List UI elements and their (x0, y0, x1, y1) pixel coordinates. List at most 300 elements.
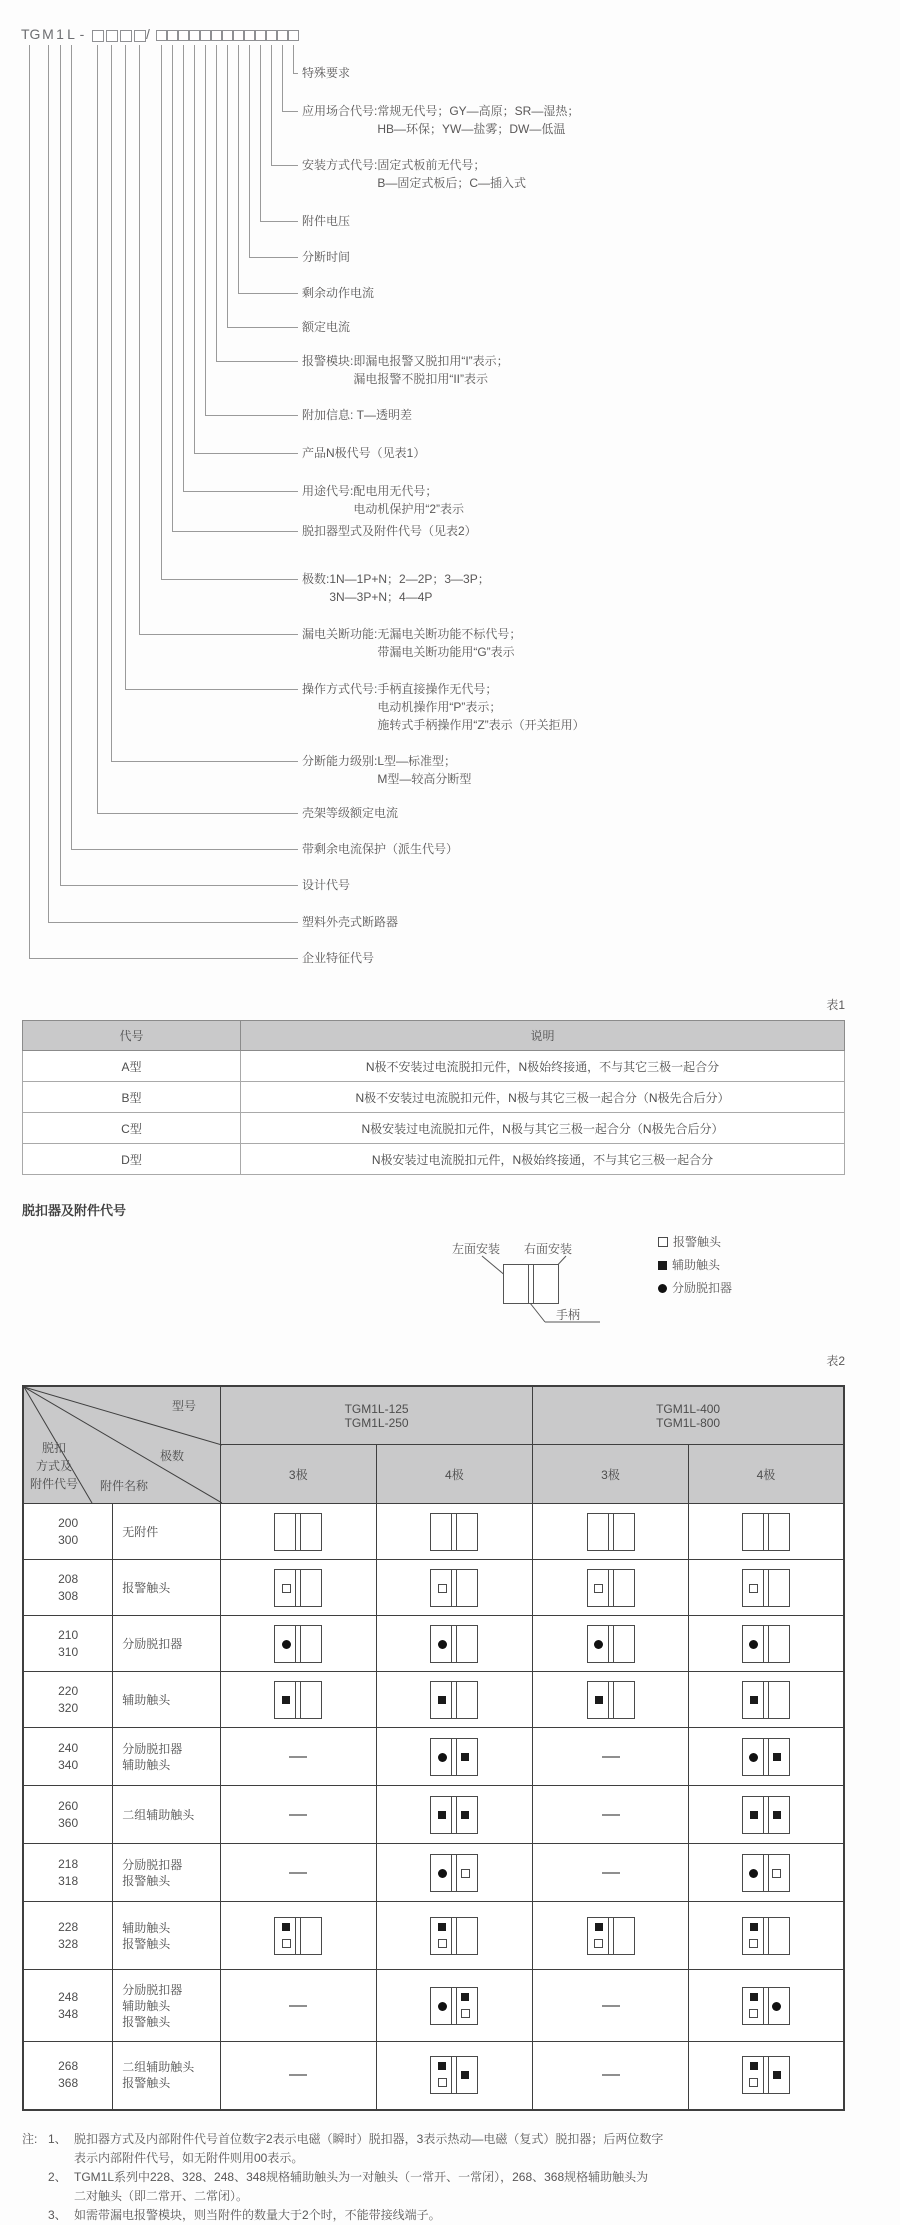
note-line: TGM1L系列中228、328、248、348规格辅助触头为一对触头（一常开、一常闭），268、368规格辅助触头为 (74, 2170, 649, 2184)
table2-caption: 表2 (826, 1354, 845, 1368)
leader-hline (194, 453, 299, 454)
leader-hline (139, 634, 298, 635)
breaker-box (503, 1264, 559, 1304)
table1-cell: C型 (23, 1113, 241, 1144)
breaker-symbol-box (274, 1917, 322, 1955)
config-cell (376, 1844, 533, 1902)
code-label (302, 352, 509, 388)
accessory-name-cell: 报警触头 (113, 1560, 221, 1616)
symbol-box-divider (763, 1797, 769, 1833)
leader-hline (216, 361, 299, 362)
accessory-name-cell: 分励脱扣器 报警触头 (113, 1844, 221, 1902)
alarm-icon (461, 2009, 470, 2018)
breaker-symbol-box (430, 2056, 478, 2094)
code-box (167, 30, 178, 41)
model-group-header: TGM1L-125 TGM1L-250 (220, 1386, 532, 1445)
code-label (302, 680, 585, 734)
leader-vline (97, 45, 98, 813)
code-label (302, 949, 374, 967)
legend-label: 分励脱扣器 (672, 1281, 733, 1295)
shunt-icon (594, 1640, 603, 1649)
code-box (200, 30, 211, 41)
note-line: 如需带漏电报警模块，则当附件的数量大于2个时，不能带接线端子。 (74, 2208, 441, 2222)
leader-hline (183, 491, 299, 492)
shunt-icon (438, 2002, 447, 2011)
aux-icon (438, 1811, 446, 1819)
not-available-dash (289, 1756, 307, 1758)
aux-icon (438, 1696, 446, 1704)
pole-header: 4极 (376, 1445, 533, 1504)
legend-label: 辅助触头 (672, 1258, 721, 1272)
symbol-box-divider (763, 2057, 769, 2093)
config-cell (376, 1970, 533, 2042)
leader-vline (227, 45, 228, 327)
leader-hline (260, 221, 299, 222)
leader-hline (161, 579, 299, 580)
breaker-symbol-box (430, 1854, 478, 1892)
code-label-body: 配电用无代号； 电动机保护用“2”表示 (353, 484, 465, 516)
symbol-box-divider (451, 1855, 457, 1891)
code-label (302, 625, 521, 661)
leader-vline (161, 45, 162, 579)
pointer-lines (0, 1225, 900, 1345)
breaker-symbol-box (742, 1513, 790, 1551)
code-cell: 220 320 (23, 1672, 113, 1728)
table2-row (23, 1616, 844, 1672)
table1-header: 说明 (241, 1021, 845, 1051)
code-label (302, 522, 477, 540)
code-label-head: 分断能力级别: (302, 754, 378, 768)
symbol-box-divider (763, 1682, 769, 1718)
breaker-symbol-box (587, 1917, 635, 1955)
config-cell (220, 1560, 376, 1616)
config-cell (220, 1844, 376, 1902)
config-cell (220, 1616, 376, 1672)
aux-icon (461, 2071, 469, 2079)
breaker-symbol-box (742, 1854, 790, 1892)
notes-prefix: 注: (22, 2132, 38, 2146)
code-label-body: 特殊要求 (302, 66, 351, 80)
code-label-head: 极数: (302, 572, 330, 586)
leader-hline (205, 415, 299, 416)
breaker-symbol-box (430, 1738, 478, 1776)
breaker-symbol-box (274, 1681, 322, 1719)
code-label-body: 无漏电关断功能不标代号； 带漏电关断功能用“G”表示 (377, 627, 522, 659)
shunt-icon (772, 2002, 781, 2011)
code-label-body: 常规无代号；GY—高原；SR—湿热； HB—环保；YW—盐雾；DW—低温 (377, 104, 580, 136)
accessory-name-cell: 分励脱扣器 辅助触头 (113, 1728, 221, 1786)
aux-icon (773, 1753, 781, 1761)
code-box (120, 30, 132, 42)
symbol-box-divider (608, 1514, 614, 1550)
table2-row (23, 1902, 844, 1970)
symbol-box-divider (451, 1514, 457, 1550)
code-label (302, 840, 458, 858)
corner-cell (23, 1386, 220, 1504)
breaker-symbol-box (430, 1917, 478, 1955)
code-label-head: 报警模块: (302, 354, 354, 368)
code-label-body: 产品N极代号（见表1） (302, 446, 426, 460)
symbol-box-divider (608, 1626, 614, 1662)
code-label (302, 406, 412, 424)
table1-cell: D型 (23, 1144, 241, 1175)
code-label-head: 应用场合代号: (302, 104, 378, 118)
corner-poles-label: 极数 (159, 1449, 184, 1463)
aux-icon (595, 1696, 603, 1704)
aux-icon (438, 2062, 446, 2070)
code-label-body: 分断时间 (302, 250, 351, 264)
alarm-icon (658, 1237, 668, 1247)
aux-icon (438, 1923, 446, 1931)
leader-hline (71, 849, 298, 850)
code-label-body: 固定式板前无代号； B—固定式板后；C—插入式 (377, 158, 527, 190)
aux-icon (773, 2071, 781, 2079)
not-available-dash (602, 1872, 620, 1874)
code-label-body: 额定电流 (302, 320, 351, 334)
config-cell (220, 2042, 376, 2110)
config-cell (533, 1786, 689, 1844)
breaker-symbol-box (742, 1569, 790, 1607)
leader-vline (29, 45, 30, 958)
alarm-icon (461, 1869, 470, 1878)
accessory-section-title: 脱扣器及附件代号 (22, 1203, 127, 1218)
model-dash: - (79, 26, 85, 42)
breaker-symbol-box (587, 1625, 635, 1663)
breaker-symbol-box (274, 1569, 322, 1607)
symbol-box-divider (451, 1797, 457, 1833)
aux-icon (750, 1811, 758, 1819)
code-label (302, 804, 398, 822)
aux-icon (750, 2062, 758, 2070)
model-designation-diagram (0, 0, 900, 1012)
shunt-icon (438, 1753, 447, 1762)
code-label-body: 设计代号 (302, 878, 351, 892)
breaker-symbol-box (430, 1987, 478, 2025)
code-box (156, 30, 167, 41)
pole-header: 3极 (533, 1445, 689, 1504)
alarm-icon (282, 1584, 291, 1593)
code-label (302, 248, 350, 266)
config-cell (688, 1560, 844, 1616)
note-item (48, 2168, 663, 2206)
config-cell (376, 1728, 533, 1786)
note-item (48, 2130, 663, 2168)
table1-cell: N极不安装过电流脱扣元件，N极始终接通，不与其它三极一起合分 (241, 1051, 845, 1082)
code-box (189, 30, 200, 41)
table2-row (23, 1970, 844, 2042)
table2-row (23, 1728, 844, 1786)
table2-row (23, 1504, 844, 1560)
code-label-head: 操作方式代号: (302, 682, 378, 696)
symbol-box-divider (451, 1626, 457, 1662)
shunt-icon (438, 1640, 447, 1649)
leader-hline (293, 73, 299, 74)
symbol-box-divider (295, 1626, 301, 1662)
symbol-box-divider (763, 1514, 769, 1550)
accessory-name-cell: 辅助触头 报警触头 (113, 1902, 221, 1970)
code-label-body: 1N—1P+N；2—2P；3—3P； 3N—3P+N；4—4P (329, 572, 490, 604)
leader-vline (125, 45, 126, 689)
accessory-name-cell: 二组辅助触头 报警触头 (113, 2042, 221, 2110)
code-box (106, 30, 118, 42)
corner-trip-code-label: 脱扣 方式及 附件代号 (30, 1441, 79, 1491)
code-cell: 210 310 (23, 1616, 113, 1672)
config-cell (220, 1672, 376, 1728)
config-cell (376, 1504, 533, 1560)
code-label-body: 带剩余电流保护（派生代号） (302, 842, 459, 856)
leader-vline (238, 45, 239, 293)
table1-row (23, 1082, 845, 1113)
config-cell (220, 1970, 376, 2042)
breaker-symbol-box (742, 1738, 790, 1776)
not-available-dash (602, 1814, 620, 1816)
not-available-dash (289, 2005, 307, 2007)
legend-label: 报警触头 (673, 1235, 722, 1249)
code-label (302, 876, 350, 894)
code-box (255, 30, 266, 41)
leader-vline (249, 45, 250, 257)
shunt-icon (749, 1640, 758, 1649)
leader-hline (111, 761, 298, 762)
config-cell (220, 1902, 376, 1970)
code-label (302, 752, 471, 788)
leader-hline (29, 958, 298, 959)
code-box (92, 30, 104, 42)
symbol-box-divider (608, 1682, 614, 1718)
code-label-body: 企业特征代号 (302, 951, 375, 965)
code-cell: 260 360 (23, 1786, 113, 1844)
aux-icon (773, 1811, 781, 1819)
model-prefix-char: TG (21, 26, 41, 42)
aux-icon (750, 1993, 758, 2001)
leader-vline (205, 45, 206, 415)
code-label-head: 漏电关断功能: (302, 627, 378, 641)
breaker-symbol-box (742, 1987, 790, 2025)
note-number: 2、 (48, 2170, 67, 2184)
leader-hline (282, 111, 299, 112)
leader-vline (172, 45, 173, 531)
code-box (233, 30, 244, 41)
shunt-icon (282, 1640, 291, 1649)
model-prefix-char: 1 (56, 26, 64, 42)
table1-row (23, 1113, 845, 1144)
config-cell (688, 1786, 844, 1844)
table2-row (23, 1844, 844, 1902)
code-cell: 200 300 (23, 1504, 113, 1560)
table1-caption: 表1 (826, 998, 845, 1012)
symbol-box-divider (451, 2057, 457, 2093)
code-box (277, 30, 288, 41)
notes (22, 2130, 888, 2225)
code-box (178, 30, 189, 41)
table1-cell: N极安装过电流脱扣元件，N极始终接通，不与其它三极一起合分 (241, 1144, 845, 1175)
config-cell (220, 1728, 376, 1786)
breaker-symbol-box (587, 1513, 635, 1551)
config-cell (376, 1902, 533, 1970)
config-cell (688, 1504, 844, 1560)
aux-icon (282, 1923, 290, 1931)
code-label-body: L型—标准型； M型—较高分断型 (377, 754, 472, 786)
not-available-dash (289, 2074, 307, 2076)
breaker-symbol-box (430, 1569, 478, 1607)
note-lines (74, 2130, 663, 2168)
config-cell (533, 1844, 689, 1902)
note-number: 1、 (48, 2132, 67, 2146)
code-cell: 248 348 (23, 1970, 113, 2042)
accessory-name-cell: 无附件 (113, 1504, 221, 1560)
note-line: 脱扣器方式及内部附件代号首位数字2表示电磁（瞬时）脱扣器，3表示热动—电磁（复式）脱扣器；后两位数字 (74, 2132, 664, 2146)
aux-icon (461, 1811, 469, 1819)
code-label-body: 塑料外壳式断路器 (302, 915, 399, 929)
corner-model-label: 型号 (171, 1399, 196, 1413)
code-label-body: 附件电压 (302, 214, 351, 228)
table2-row (23, 2042, 844, 2110)
table2-row (23, 1560, 844, 1616)
symbol-box-divider (451, 1739, 457, 1775)
code-box (222, 30, 233, 41)
model-group-header: TGM1L-400 TGM1L-800 (533, 1386, 844, 1445)
alarm-icon (749, 1939, 758, 1948)
alarm-icon (438, 2078, 447, 2087)
model-slash: / (146, 26, 150, 42)
leader-hline (48, 922, 298, 923)
breaker-box-divider (528, 1265, 534, 1303)
code-label-head: 安装方式代号: (302, 158, 378, 172)
leader-vline (111, 45, 112, 761)
config-cell (220, 1504, 376, 1560)
config-cell (533, 1504, 689, 1560)
leader-vline (282, 45, 283, 111)
shunt-icon (658, 1284, 667, 1293)
code-label (302, 102, 579, 138)
breaker-symbol-box (742, 1796, 790, 1834)
config-cell (688, 1728, 844, 1786)
breaker-symbol-box (274, 1625, 322, 1663)
accessory-name-cell: 辅助触头 (113, 1672, 221, 1728)
code-label (302, 284, 374, 302)
leader-vline (139, 45, 140, 634)
code-cell: 268 368 (23, 2042, 113, 2110)
note-number: 3、 (48, 2208, 67, 2222)
code-label (302, 318, 350, 336)
shunt-icon (438, 1869, 447, 1878)
note-lines (74, 2206, 441, 2225)
code-cell: 218 318 (23, 1844, 113, 1902)
aux-icon (595, 1923, 603, 1931)
not-available-dash (602, 2074, 620, 2076)
code-box (266, 30, 277, 41)
code-cell: 228 328 (23, 1902, 113, 1970)
symbol-box-divider (295, 1570, 301, 1606)
breaker-symbol-box (430, 1796, 478, 1834)
symbol-box-divider (763, 1988, 769, 2024)
config-cell (688, 1970, 844, 2042)
alarm-icon (749, 2009, 758, 2018)
config-cell (533, 1616, 689, 1672)
aux-icon (461, 1753, 469, 1761)
alarm-icon (438, 1939, 447, 1948)
code-box (244, 30, 255, 41)
alarm-icon (282, 1939, 291, 1948)
breaker-symbol-box (742, 2056, 790, 2094)
not-available-dash (289, 1814, 307, 1816)
table1-row (23, 1051, 845, 1082)
code-label (302, 913, 398, 931)
code-cell: 240 340 (23, 1728, 113, 1786)
config-cell (688, 1902, 844, 1970)
config-cell (376, 1616, 533, 1672)
breaker-symbol-box (430, 1513, 478, 1551)
leader-hline (97, 813, 298, 814)
table1-cell: N极安装过电流脱扣元件，N极与其它三极一起合分（N极先合后分） (241, 1113, 845, 1144)
leader-hline (60, 885, 298, 886)
aux-icon (750, 1696, 758, 1704)
leader-vline (271, 45, 272, 165)
note-lines (74, 2168, 648, 2206)
config-cell (533, 2042, 689, 2110)
code-box (288, 30, 299, 41)
accessory-code-table (22, 1385, 845, 2111)
code-label-body: 手柄直接操作无代号； 电动机操作用“P”表示； 施转式手柄操作用“Z”表示（开关拒用） (377, 682, 585, 732)
symbol-box-divider (763, 1626, 769, 1662)
symbol-box-divider (295, 1918, 301, 1954)
pole-header: 4极 (688, 1445, 844, 1504)
config-cell (376, 2042, 533, 2110)
leader-hline (238, 293, 299, 294)
breaker-symbol-box (742, 1681, 790, 1719)
aux-icon (750, 1923, 758, 1931)
breaker-symbol-box (742, 1917, 790, 1955)
handle-label: 手柄 (556, 1308, 581, 1322)
not-available-dash (602, 1756, 620, 1758)
model-prefix-char: L (67, 26, 75, 42)
config-cell (688, 1844, 844, 1902)
code-label-head: 用途代号: (302, 484, 354, 498)
code-cell: 208 308 (23, 1560, 113, 1616)
symbol-box-divider (451, 1918, 457, 1954)
code-label (302, 482, 464, 518)
table1-header-row (23, 1021, 845, 1051)
shunt-icon (749, 1753, 758, 1762)
config-cell (533, 1560, 689, 1616)
legend-item-alarm (658, 1233, 721, 1250)
symbol-box-divider (763, 1918, 769, 1954)
corner-accessory-name-label: 附件名称 (100, 1479, 149, 1493)
aux-icon (461, 1993, 469, 2001)
alarm-icon (438, 1584, 447, 1593)
right-mount-label: 右面安装 (524, 1242, 573, 1256)
code-label-body: 壳架等级额定电流 (302, 806, 399, 820)
table2-header-row-1 (23, 1386, 844, 1445)
breaker-symbol-box (587, 1569, 635, 1607)
config-cell (220, 1786, 376, 1844)
config-cell (688, 1616, 844, 1672)
code-label (302, 156, 526, 192)
leader-vline (293, 45, 294, 73)
note-line: 二对触头（即二常开、二常闭）。 (74, 2189, 249, 2203)
pole-header: 3极 (220, 1445, 376, 1504)
table2-row (23, 1786, 844, 1844)
code-label-body: 附加信息: T—透明差 (302, 408, 412, 422)
config-cell (376, 1560, 533, 1616)
accessory-name-cell: 二组辅助触头 (113, 1786, 221, 1844)
table1-row (23, 1144, 845, 1175)
alarm-icon (594, 1939, 603, 1948)
config-cell (533, 1970, 689, 2042)
alarm-icon (772, 1869, 781, 1878)
note-items (48, 2130, 663, 2225)
code-label-body: 脱扣器型式及附件代号（见表2） (302, 524, 477, 538)
